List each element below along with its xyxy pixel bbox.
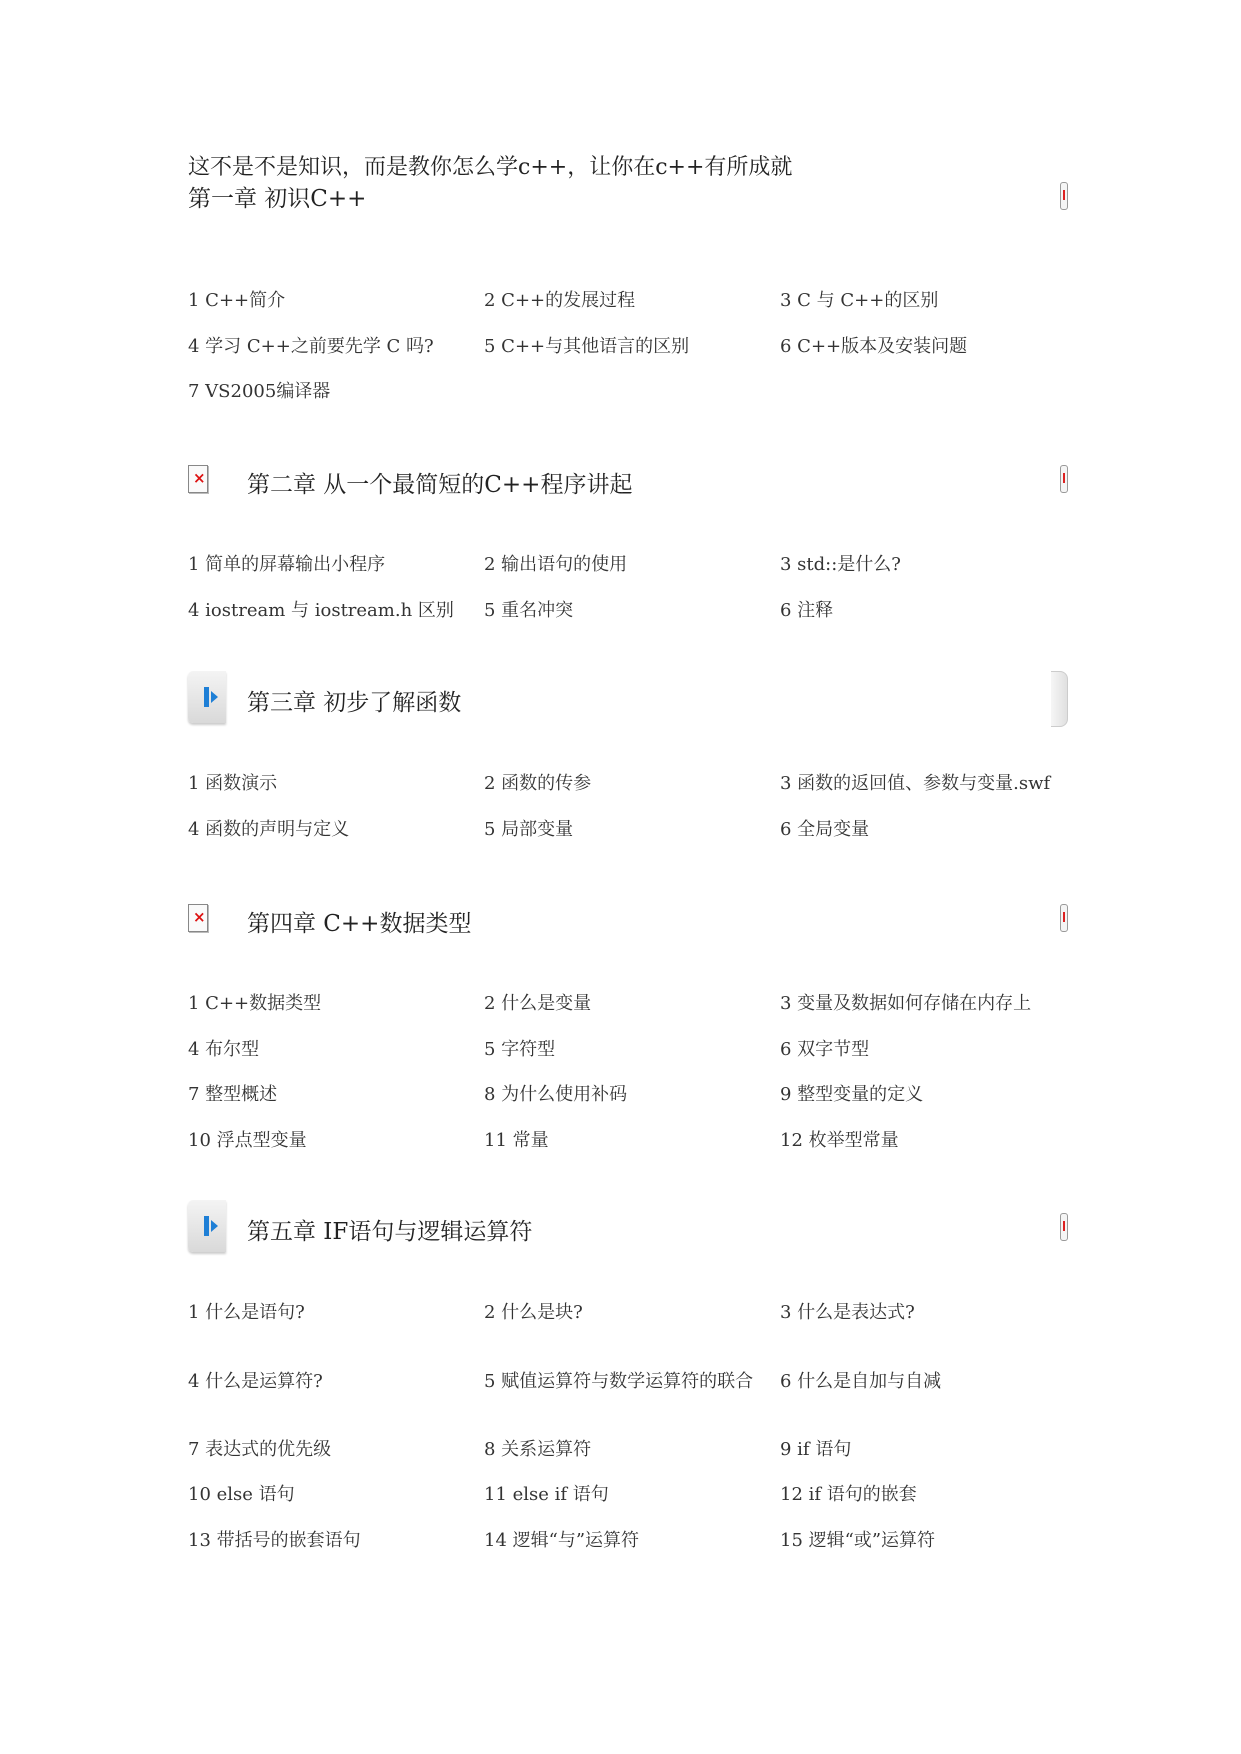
chapter-title: 第五章 IF语句与逻辑运算符 — [247, 1219, 533, 1245]
lesson-link[interactable]: 11 常量 — [484, 1129, 549, 1151]
lesson-row — [188, 981, 1068, 1027]
lesson-link[interactable]: 4 学习 C++之前要先学 C 吗? — [188, 335, 434, 357]
lesson-link[interactable]: 1 函数演示 — [188, 773, 278, 795]
missing-plugin-icon — [1060, 1213, 1068, 1241]
lesson-link[interactable]: 3 函数的返回值、参数与变量.swf — [780, 773, 1051, 795]
lesson-row — [188, 1072, 1068, 1118]
missing-plugin-icon — [1060, 465, 1068, 493]
chapter-4-lessons — [188, 981, 1068, 1163]
lesson-link[interactable]: 12 枚举型常量 — [780, 1129, 899, 1151]
chapter-title: 第二章 从一个最简短的C++程序讲起 — [247, 472, 633, 498]
lesson-row — [188, 324, 1068, 370]
lesson-link[interactable]: 11 else if 语句 — [484, 1484, 609, 1506]
lesson-link[interactable]: 7 表达式的优先级 — [188, 1438, 332, 1460]
lesson-row — [188, 588, 1068, 634]
lesson-link[interactable]: 9 if 语句 — [780, 1438, 852, 1460]
chapter-5-lessons — [188, 1290, 1068, 1563]
video-play-icon[interactable] — [188, 671, 226, 723]
lesson-link[interactable]: 5 重名冲突 — [484, 599, 574, 621]
lesson-row — [188, 542, 1068, 588]
lesson-link[interactable]: 6 全局变量 — [780, 818, 870, 840]
lesson-link[interactable]: 6 注释 — [780, 599, 834, 621]
lesson-link[interactable]: 4 布尔型 — [188, 1038, 260, 1060]
lesson-link[interactable]: 5 赋值运算符与数学运算符的联合 — [484, 1370, 754, 1392]
lesson-link[interactable]: 3 变量及数据如何存储在内存上 — [780, 993, 1032, 1015]
lesson-link[interactable]: 7 VS2005编译器 — [188, 381, 331, 403]
chapter-2-lessons — [188, 542, 1068, 633]
lesson-link[interactable]: 8 关系运算符 — [484, 1438, 592, 1460]
lesson-link[interactable]: 1 简单的屏幕输出小程序 — [188, 554, 386, 576]
intro-text: 这不是不是知识，而是教你怎么学c++，让你在c++有所成就 — [188, 155, 793, 180]
lesson-link[interactable]: 2 C++的发展过程 — [484, 290, 636, 312]
chapter-title: 第三章 初步了解函数 — [247, 690, 462, 716]
lesson-link[interactable]: 3 std::是什么? — [780, 554, 901, 576]
lesson-link[interactable]: 9 整型变量的定义 — [780, 1084, 924, 1106]
lesson-link[interactable]: 3 C 与 C++的区别 — [780, 290, 939, 312]
lesson-row — [188, 807, 1068, 853]
lesson-link[interactable]: 6 C++版本及安装问题 — [780, 335, 968, 357]
lesson-row — [188, 278, 1068, 324]
lesson-row — [188, 1472, 1068, 1518]
missing-plugin-icon — [1060, 904, 1068, 932]
lesson-row — [188, 1027, 1068, 1073]
lesson-row — [188, 1118, 1068, 1164]
broken-image-icon: × — [188, 465, 208, 493]
lesson-link[interactable]: 1 C++简介 — [188, 290, 286, 312]
lesson-link[interactable]: 7 整型概述 — [188, 1084, 278, 1106]
chapter-3-header — [188, 671, 1068, 731]
lesson-row — [188, 1518, 1068, 1564]
lesson-row — [188, 1290, 1068, 1336]
lesson-row — [188, 1336, 1068, 1427]
lesson-link[interactable]: 2 函数的传参 — [484, 773, 592, 795]
lesson-link[interactable]: 10 else 语句 — [188, 1484, 295, 1506]
lesson-link[interactable]: 3 什么是表达式? — [780, 1302, 915, 1324]
video-play-icon[interactable] — [188, 1200, 226, 1252]
chapter-title: 第一章 初识C++ — [188, 186, 367, 212]
chapter-title: 第四章 C++数据类型 — [247, 911, 472, 937]
chapter-3-lessons — [188, 761, 1068, 852]
lesson-link[interactable]: 10 浮点型变量 — [188, 1129, 307, 1151]
chapter-1-header — [188, 180, 1068, 240]
chapter-5-header — [188, 1200, 1068, 1260]
missing-plugin-icon — [1060, 182, 1068, 210]
lesson-row — [188, 761, 1068, 807]
lesson-link[interactable]: 13 带括号的嵌套语句 — [188, 1529, 361, 1551]
lesson-link[interactable]: 6 双字节型 — [780, 1038, 870, 1060]
chapter-2-header — [188, 465, 1068, 525]
video-player-edge — [1051, 671, 1068, 727]
lesson-link[interactable]: 2 什么是块? — [484, 1302, 583, 1324]
chapter-1-lessons — [188, 278, 1068, 415]
lesson-row — [188, 1427, 1068, 1473]
lesson-link[interactable]: 2 什么是变量 — [484, 993, 592, 1015]
lesson-link[interactable]: 4 函数的声明与定义 — [188, 818, 350, 840]
lesson-link[interactable]: 6 什么是自加与自减 — [780, 1370, 942, 1392]
lesson-link[interactable]: 4 iostream 与 iostream.h 区别 — [188, 599, 454, 621]
lesson-link[interactable]: 4 什么是运算符? — [188, 1370, 323, 1392]
lesson-link[interactable]: 8 为什么使用补码 — [484, 1084, 628, 1106]
broken-image-icon: × — [188, 904, 208, 932]
lesson-link[interactable]: 15 逻辑“或”运算符 — [780, 1529, 936, 1551]
lesson-link[interactable]: 5 C++与其他语言的区别 — [484, 335, 690, 357]
lesson-link[interactable]: 1 什么是语句? — [188, 1302, 305, 1324]
lesson-link[interactable]: 14 逻辑“与”运算符 — [484, 1529, 640, 1551]
lesson-link[interactable]: 1 C++数据类型 — [188, 993, 322, 1015]
chapter-4-header — [188, 904, 1068, 964]
lesson-link[interactable]: 5 字符型 — [484, 1038, 556, 1060]
lesson-link[interactable]: 5 局部变量 — [484, 818, 574, 840]
lesson-row — [188, 369, 1068, 415]
lesson-link[interactable]: 2 输出语句的使用 — [484, 554, 628, 576]
lesson-link[interactable]: 12 if 语句的嵌套 — [780, 1484, 917, 1506]
